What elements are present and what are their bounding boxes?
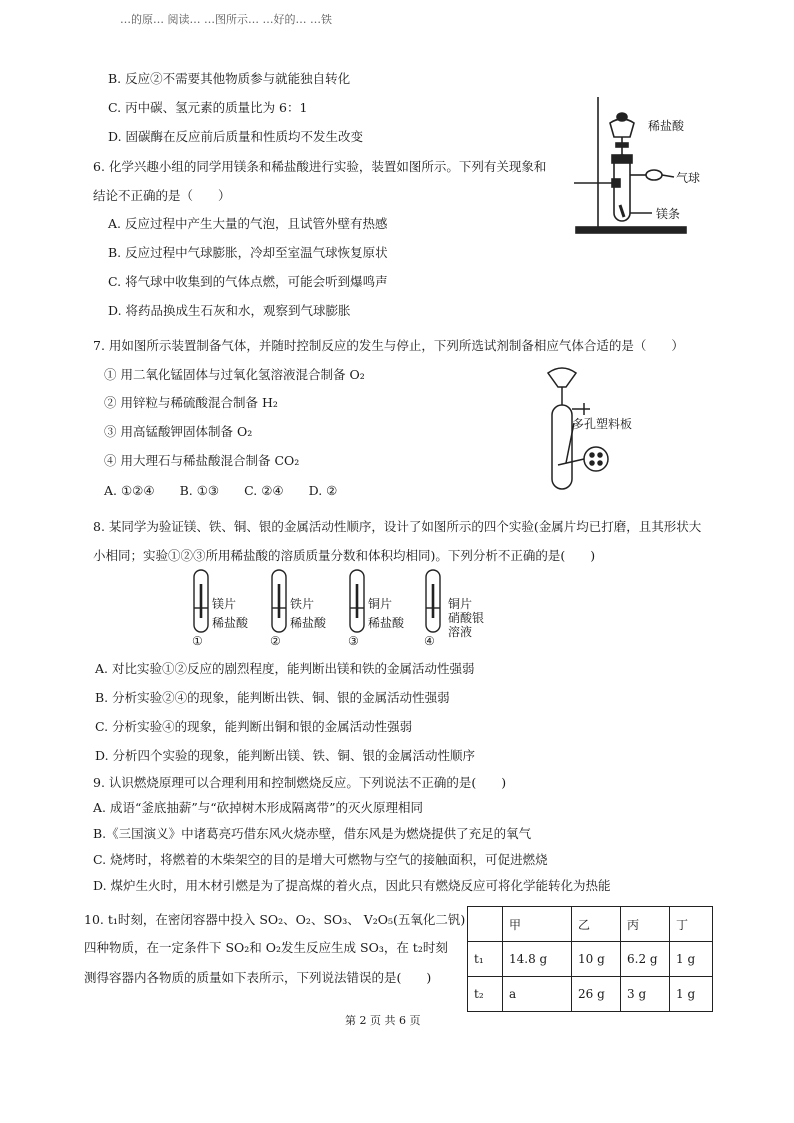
- q8-tube3-liquid: 稀盐酸: [368, 616, 405, 630]
- header-fragment: …的原… 阅读… …图所示… …好的… …铁: [120, 13, 332, 26]
- table-cell: 1 g: [670, 942, 713, 977]
- q9-stem: 9. 认识燃烧原理可以合理利用和控制燃烧反应。下列说法不正确的是( ): [93, 775, 507, 790]
- q7-item-1: ① 用二氧化锰固体与过氧化氢溶液混合制备 O₂: [104, 367, 365, 382]
- q9-option-a: A. 成语“釜底抽薪”与“砍掉树木形成隔离带”的灭火原理相同: [93, 800, 424, 815]
- q6-stem-line1: 6. 化学兴趣小组的同学用镁条和稀盐酸进行实验，装置如图所示。下列有关现象和: [93, 159, 547, 174]
- q8-stem-line2: 小相同；实验①②③所用稀盐酸的溶质质量分数和体积均相同)。下列分析不正确的是( ): [93, 548, 596, 563]
- q8-tube2-liquid: 稀盐酸: [290, 616, 327, 630]
- q6-label-mg: 镁条: [656, 207, 681, 221]
- q5-option-d: D. 固碳酶在反应前后质量和性质均不发生改变: [108, 129, 364, 144]
- table-cell: 26 g: [572, 977, 621, 1012]
- q8-tube1-liquid: 稀盐酸: [212, 616, 249, 630]
- q6-option-c: C. 将气球中收集到的气体点燃，可能会听到爆鸣声: [108, 274, 388, 289]
- q10-line2: 四种物质，在一定条件下 SO₂和 O₂发生反应生成 SO₃，在 t₂时刻: [84, 940, 448, 955]
- q9-option-b: B.《三国演义》中诸葛亮巧借东风火烧赤壁，借东风是为燃烧提供了充足的氧气: [93, 826, 532, 841]
- q8-option-b: B. 分析实验②④的现象，能判断出铁、铜、银的金属活动性强弱: [95, 690, 450, 705]
- table-row: [468, 977, 713, 1012]
- q10-line1: 10. t₁时刻，在密闭容器中投入 SO₂、O₂、SO₃、 V₂O₅(五氧化二钒): [84, 912, 466, 927]
- table-header-cell: 甲: [503, 907, 572, 942]
- q7-options: A. ①②④ B. ①③ C. ②④ D. ②: [104, 483, 338, 498]
- q8-option-a: A. 对比实验①②反应的剧烈程度，能判断出镁和铁的金属活动性强弱: [95, 661, 475, 676]
- table-cell: 6.2 g: [621, 942, 670, 977]
- table-cell: 3 g: [621, 977, 670, 1012]
- table-row: [468, 942, 713, 977]
- q7-label-plate: 多孔塑料板: [572, 417, 633, 431]
- q8-tube3-number: ③: [348, 634, 359, 648]
- page-footer: 第 2 页 共 6 页: [345, 1014, 421, 1027]
- q8-option-d: D. 分析四个实验的现象，能判断出镁、铁、铜、银的金属活动性顺序: [95, 748, 476, 763]
- q8-tube4-liquid2: 溶液: [448, 625, 473, 639]
- table-cell: 14.8 g: [503, 942, 572, 977]
- q6-option-a: A. 反应过程中产生大量的气泡，且试管外壁有热感: [108, 216, 388, 231]
- q8-tube2-number: ②: [270, 634, 281, 648]
- table-cell: t₂: [468, 977, 503, 1012]
- q8-tube1-number: ①: [192, 634, 203, 648]
- table-header-cell: 丙: [621, 907, 670, 942]
- q8-stem-line1: 8. 某同学为验证镁、铁、铜、银的金属活动性顺序，设计了如图所示的四个实验(金属片均已打磨，且其形状大: [93, 519, 702, 534]
- q10-line3: 测得容器内各物质的质量如下表所示，下列说法错误的是( ): [84, 970, 432, 985]
- q7-item-4: ④ 用大理石与稀盐酸混合制备 CO₂: [104, 453, 300, 468]
- q10-mass-table: [467, 906, 713, 1012]
- q8-tube3-metal: 铜片: [368, 597, 393, 611]
- table-header-row: [468, 907, 713, 942]
- q9-option-d: D. 煤炉生火时，用木材引燃是为了提高煤的着火点，因此只有燃烧反应可将化学能转化为热能: [93, 878, 611, 893]
- q8-tube4-liquid: 硝酸银: [448, 611, 485, 625]
- q8-tube4-number: ④: [424, 634, 435, 648]
- table-header-cell: 丁: [670, 907, 713, 942]
- q6-label-balloon: 气球: [676, 171, 701, 185]
- q5-option-b: B. 反应②不需要其他物质参与就能独自转化: [108, 71, 351, 86]
- q8-tube1-metal: 镁片: [212, 597, 237, 611]
- q6-option-d: D. 将药品换成生石灰和水，观察到气球膨胀: [108, 303, 351, 318]
- q8-tube2-metal: 铁片: [290, 597, 315, 611]
- q5-option-c: C. 丙中碳、氢元素的质量比为 6：1: [108, 100, 308, 115]
- q7-stem: 7. 用如图所示装置制备气体，并随时控制反应的发生与停止，下列所选试剂制备相应气体合适的是（ ）: [93, 338, 684, 353]
- q9-option-c: C. 烧烤时，将燃着的木柴架空的目的是增大可燃物与空气的接触面积，可促进燃烧: [93, 852, 548, 867]
- table-cell: t₁: [468, 942, 503, 977]
- q8-tube4-metal: 铜片: [448, 597, 473, 611]
- q6-option-b: B. 反应过程中气球膨胀，冷却至室温气球恢复原状: [108, 245, 388, 260]
- q7-item-3: ③ 用高锰酸钾固体制备 O₂: [104, 424, 253, 439]
- q6-stem-line2: 结论不正确的是（ ）: [93, 188, 231, 203]
- q6-label-acid: 稀盐酸: [648, 119, 685, 133]
- q7-item-2: ② 用锌粒与稀硫酸混合制备 H₂: [104, 395, 278, 410]
- table-cell: 10 g: [572, 942, 621, 977]
- table-cell: a: [503, 977, 572, 1012]
- q6-apparatus-figure: [570, 95, 700, 235]
- table-header-cell: 乙: [572, 907, 621, 942]
- q8-option-c: C. 分析实验④的现象，能判断出铜和银的金属活动性强弱: [95, 719, 413, 734]
- table-cell: 1 g: [670, 977, 713, 1012]
- table-header-cell: [468, 907, 503, 942]
